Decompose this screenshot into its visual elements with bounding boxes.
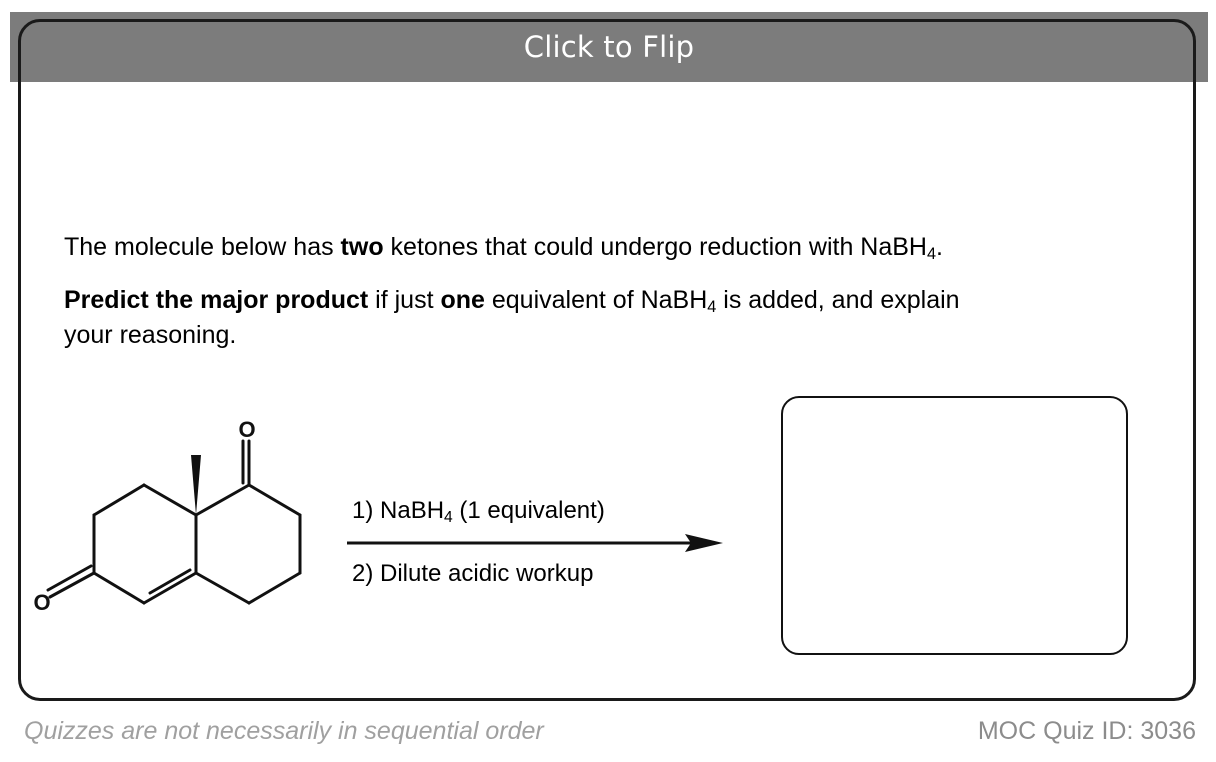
alkene-bond: [144, 573, 196, 603]
ring-bond: [94, 485, 144, 515]
question-line-2: Predict the major product if just one equivalent of NaBH$_4$ is added, and explain: [64, 286, 960, 317]
reaction-arrow: [345, 530, 725, 554]
carbonyl-oxygen-top: O: [238, 417, 256, 442]
quiz-id: MOC Quiz ID: 3036: [977, 717, 1196, 745]
diketone-molecule: [20, 395, 320, 625]
question-line-1: The molecule below has two ketones that could undergo reduction with NaBH$_4$.: [64, 233, 943, 264]
question-line-3: your reasoning.: [64, 321, 237, 349]
flip-label: Click to Flip: [523, 30, 695, 64]
carbonyl-oxygen-left: O: [33, 590, 51, 615]
ring-bond: [94, 573, 144, 603]
reagent-step-2: 2) Dilute acidic workup: [352, 560, 594, 587]
ring-bond: [249, 485, 300, 515]
ring-bond: [144, 485, 196, 515]
ring-bond: [249, 573, 300, 603]
reagent-step-1: 1) NaBH$_4$ (1 equivalent): [352, 497, 605, 526]
sequence-note: Quizzes are not necessarily in sequential order: [24, 717, 544, 745]
ring-bond: [196, 573, 249, 603]
methyl-wedge: [191, 455, 201, 515]
click-to-flip-bar[interactable]: [10, 12, 1208, 82]
ring-bond: [196, 485, 249, 515]
product-answer-box: [781, 396, 1128, 655]
